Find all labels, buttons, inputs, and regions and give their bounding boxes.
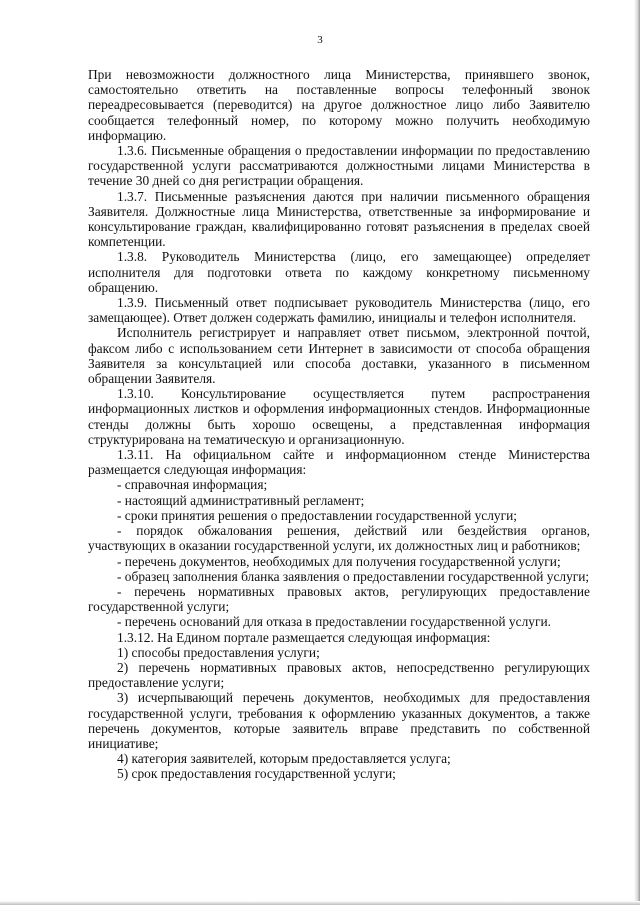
list-item: 3) исчерпывающий перечень документов, необходимых для предоставления государственной услуги, требования к оформлению указанных документов, а также перечень документов, которые заявитель вправе представить по собственной инициативе; <box>88 690 590 751</box>
list-item: 4) категория заявителей, которым предоставляется услуга; <box>117 751 451 767</box>
list-item: - справочная информация; <box>117 477 268 493</box>
list-item: - перечень нормативных правовых актов, регулирующих предоставление государственной услуги; <box>88 583 590 615</box>
list-item: - настоящий административный регламент; <box>117 492 365 508</box>
list-item: - сроки принятия решения о предоставлении государственной услуги; <box>117 507 517 523</box>
list-item: - порядок обжалования решения, действий или бездействия органов, участвующих в оказании государственной услуги, их должностных лиц и работников; <box>88 523 590 554</box>
paragraph-1-3-6: 1.3.6. Письменные обращения о предоставлении информации по предоставлению государственной услуги рассматриваются должностными лицами Министерства в течение 30 дней со дня регистрации обращения. <box>88 143 590 189</box>
paragraph-1-3-8: 1.3.8. Руководитель Министерства (лицо, его замещающее) определяет исполнителя для подготовки ответа по каждому конкретному письменному обращению. <box>88 249 590 295</box>
paragraph-1-3-12: 1.3.12. На Едином портале размещается следующая информация: <box>117 629 491 645</box>
scan-bottom-shadow <box>0 901 640 905</box>
scan-edge-shadow <box>634 0 640 905</box>
list-item: - образец заполнения бланка заявления о предоставлении государственной услуги; <box>117 568 590 584</box>
list-item: - перечень документов, необходимых для получения государственной услуги; <box>117 553 561 569</box>
list-item: 1) способы предоставления услуги; <box>117 644 320 660</box>
list-item: - перечень оснований для отказа в предоставлении государственной услуги. <box>117 614 551 630</box>
paragraph-1-3-11: 1.3.11. На официальном сайте и информационном стенде Министерства размещается следующая информация: <box>88 447 590 478</box>
paragraph-executor: Исполнитель регистрирует и направляет ответ письмом, электронной почтой, факсом либо с использованием сети Интернет в зависимости от способа обращения Заявителя за консультацией или способа доставки, указанного в письменном обращении Заявителя. <box>88 325 590 387</box>
paragraph-1-3-10: 1.3.10. Консультирование осуществляется путем распространения информационных листков и оформления информационных стендов. Информационные стенды должны быть хорошо освещены, а представленная информация структурирована на тематическую и организационную. <box>88 386 590 447</box>
paragraph-1-3-7: 1.3.7. Письменные разъяснения даются при наличии письменного обращения Заявителя. Должностные лица Министерства, ответственные за информирование и консультирование граждан, квалифицированно готовят разъяснения в пределах своей компетенции. <box>88 188 590 250</box>
list-item: 2) перечень нормативных правовых актов, непосредственно регулирующих предоставление услуги; <box>88 659 590 691</box>
page-number: 3 <box>317 34 323 46</box>
list-item: 5) срок предоставления государственной услуги; <box>117 766 396 782</box>
paragraph-continuation: При невозможности должностного лица Министерства, принявшего звонок, самостоятельно ответить на поставленные вопросы телефонный звонок переадресовывается (переводится) на другое должностное лицо либо Заявителю сообщается телефонный номер, по которому можно получить необходимую информацию. <box>88 67 590 143</box>
paragraph-1-3-9: 1.3.9. Письменный ответ подписывает руководитель Министерства (лицо, его замещающее). Ответ должен содержать фамилию, инициалы и телефон исполнителя. <box>88 295 590 326</box>
document-body <box>88 67 590 782</box>
